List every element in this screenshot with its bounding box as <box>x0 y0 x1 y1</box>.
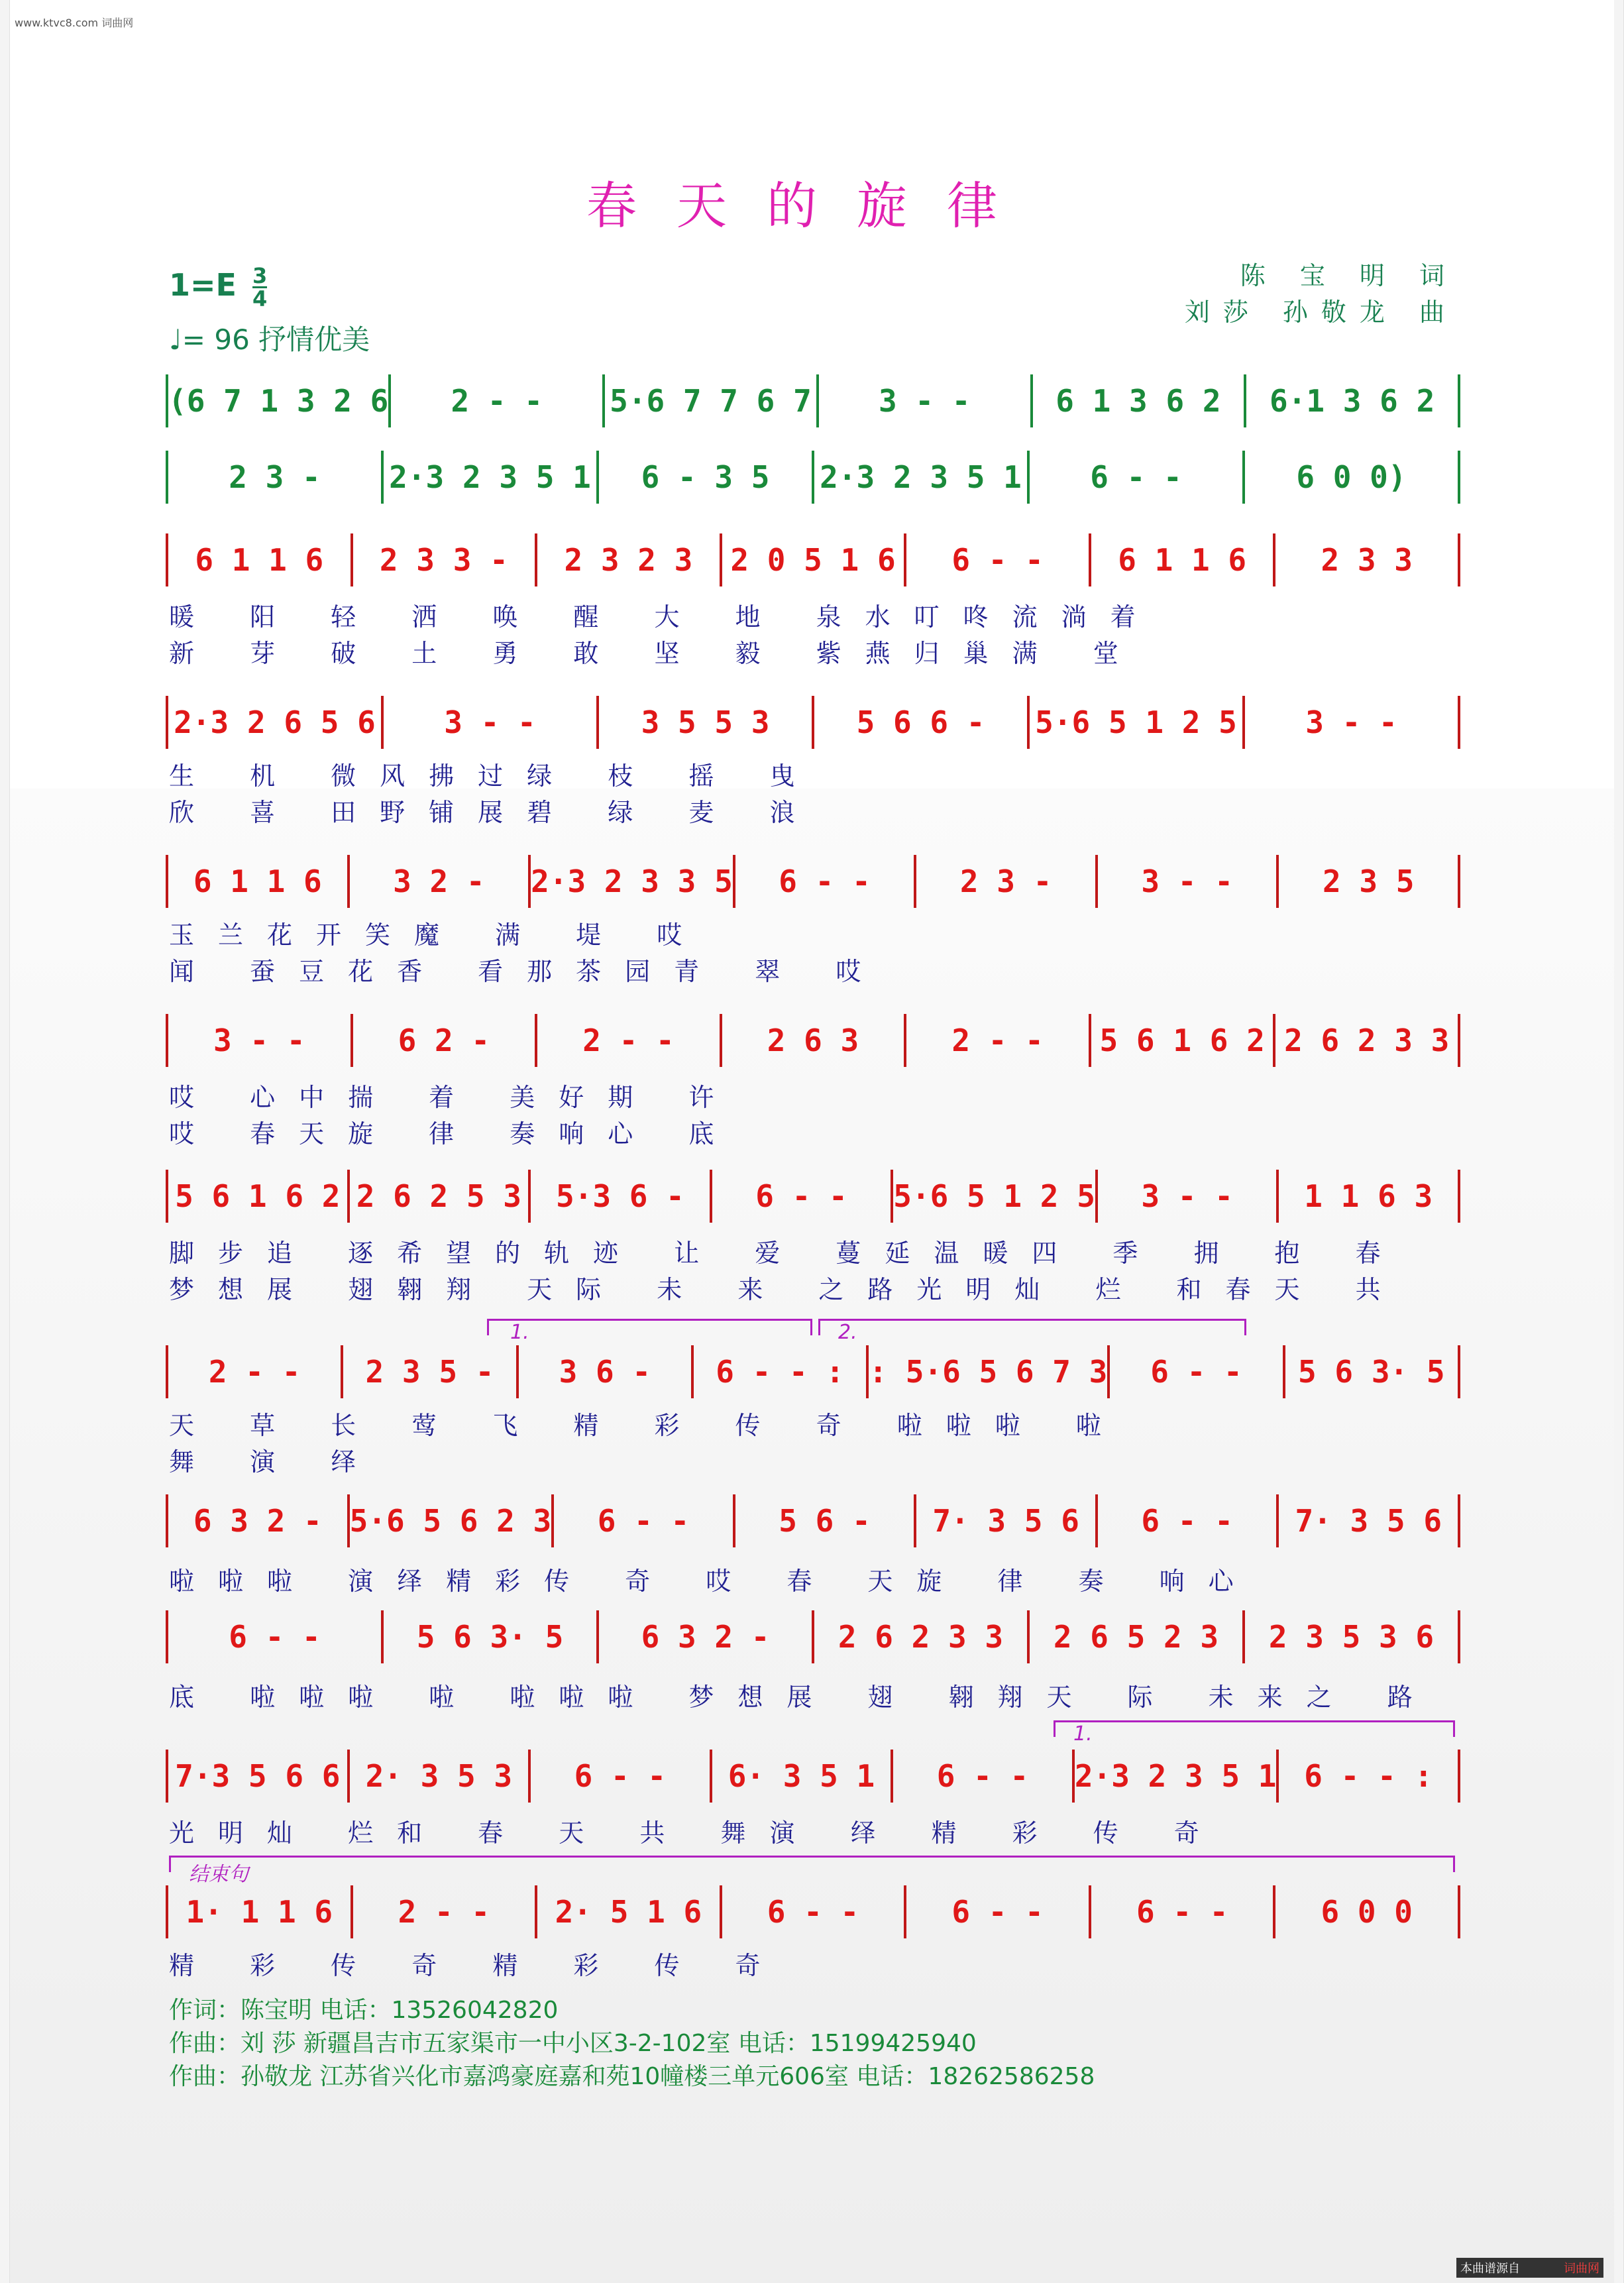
measure: 6 - - <box>893 1750 1075 1803</box>
lyric-line-verse-2: 新 芽 破 土 勇 敢 坚 毅 紫燕归巢满 堂 <box>169 639 1142 668</box>
measure: 6 3 2 - <box>599 1610 814 1663</box>
lyric-line-verse-2: 闻 蚕豆花香 看那茶园青 翠 哎 <box>169 957 885 986</box>
left-edge-strip <box>0 0 10 2283</box>
measure: 5·6 5 6 2 3 <box>350 1494 555 1547</box>
measure: 1 1 6 3 <box>1279 1170 1460 1223</box>
measure: 5 6 - <box>735 1494 917 1547</box>
source-stamp <box>1456 2258 1603 2278</box>
measure: 7·3 5 6 6 <box>168 1750 350 1803</box>
measure: 6 - - : <box>1279 1750 1460 1803</box>
measure: 3 - - <box>384 696 599 749</box>
notation-row <box>166 1750 1460 1803</box>
measure: (6 7 1 3 2 6 <box>168 374 391 427</box>
notation-row <box>166 374 1460 427</box>
lyric-line-verse-2: 欣 喜 田野铺展碧 绿 麦 浪 <box>169 798 819 827</box>
measure: 6 - - <box>1091 1885 1276 1938</box>
measure: 2 3 5 3 6 <box>1245 1610 1460 1663</box>
lyric-line-verse-2: 梦想展 翅翱翔 天际 未 来 之路光明灿 烂 和春天 共 <box>169 1275 1405 1304</box>
measure: 6 - - <box>1098 1494 1279 1547</box>
measure: 2 - - <box>168 1345 343 1398</box>
measure: 2 - - <box>391 374 605 427</box>
notation-row <box>166 1345 1460 1398</box>
measure: 3 - - <box>1098 1170 1279 1223</box>
lyricist-credit: 陈 宝 明 词 <box>1240 261 1458 290</box>
measure: 5 6 1 6 2 <box>1091 1014 1276 1067</box>
measure: 6 1 1 6 <box>168 533 353 586</box>
lyric-line-verse-1: 啦啦啦 演绎精彩传 奇 哎 春 天旋 律 奏 响心 <box>169 1567 1258 1596</box>
measure: 6 1 3 6 2 <box>1033 374 1247 427</box>
stamp-text: 本曲谱源自 <box>1460 2262 1520 2276</box>
measure: 2 3 3 <box>1275 533 1460 586</box>
measure: 2·3 2 3 5 1 <box>384 451 599 504</box>
measure: 6 - - <box>1030 451 1245 504</box>
footer-line-1: 作词：陈宝明 电话：13526042820 <box>169 1997 559 2024</box>
measure: 6 - - <box>906 1885 1091 1938</box>
measure: 3 - - <box>168 1014 353 1067</box>
right-edge-strip <box>1614 0 1624 2283</box>
notation-row <box>166 1885 1460 1938</box>
measure: 2 6 2 5 3 <box>350 1170 531 1223</box>
measure: 2·3 2 6 5 6 <box>168 696 384 749</box>
measure: 3 5 5 3 <box>599 696 814 749</box>
tempo-marking: ♩= 96 抒情优美 <box>169 323 370 356</box>
volta-bracket-1 <box>487 1319 812 1335</box>
measure: 6 - - <box>168 1610 384 1663</box>
measure: 2· 5 1 6 <box>537 1885 722 1938</box>
measure: 6· 3 5 1 <box>712 1750 894 1803</box>
time-denominator: 4 <box>252 286 268 311</box>
measure: 6 1 1 6 <box>168 855 350 908</box>
lyric-line-verse-1: 脚步追 逐希望的轨迹 让 爱 蔓延温暖四 季 拥 抱 春 <box>169 1239 1405 1268</box>
lyric-line-verse-1: 生 机 微风拂过绿 枝 摇 曳 <box>169 761 819 791</box>
measure: 3 - - <box>819 374 1033 427</box>
measure: 2 6 2 3 3 <box>814 1610 1030 1663</box>
measure: 2 3 5 <box>1279 855 1460 908</box>
lyric-line-verse-1: 天 草 长 莺 飞 精 彩 传 奇 啦啦啦 啦 <box>169 1411 1125 1440</box>
lyric-line-verse-1: 哎 心中揣 着 美好期 许 <box>169 1083 738 1112</box>
measure: 2 3 5 - <box>343 1345 518 1398</box>
measure: 2· 3 5 3 <box>350 1750 531 1803</box>
measure: 3 6 - <box>519 1345 694 1398</box>
measure: 6 2 - <box>353 1014 538 1067</box>
measure: 5·6 5 1 2 5 <box>893 1170 1098 1223</box>
notation-row <box>166 533 1460 586</box>
notation-row <box>166 1610 1460 1663</box>
measure: 6 - - <box>722 1885 907 1938</box>
measure: 7· 3 5 6 <box>1279 1494 1460 1547</box>
measure: 6 - - <box>712 1170 894 1223</box>
notation-row <box>166 1170 1460 1223</box>
measure: 3 2 - <box>350 855 531 908</box>
coda-label: 结束句 <box>189 1863 248 1886</box>
measure: 6 0 0) <box>1245 451 1460 504</box>
measure: 2 - - <box>537 1014 722 1067</box>
volta-label-3: 1. <box>1073 1722 1093 1746</box>
measure: 2 3 3 - <box>353 533 538 586</box>
lyric-line-verse-1: 精 彩 传 奇 精 彩 传 奇 <box>169 1951 785 1980</box>
measure: 2 0 5 1 6 <box>722 533 907 586</box>
lyric-line-verse-2: 舞 演 绎 <box>169 1447 380 1476</box>
coda-bracket <box>169 1856 1455 1872</box>
lyric-line-verse-2: 哎 春天旋 律 奏响心 底 <box>169 1119 738 1148</box>
notation-row <box>166 855 1460 908</box>
key-signature <box>169 265 267 309</box>
measure: 7· 3 5 6 <box>916 1494 1098 1547</box>
volta-label-2: 2. <box>838 1321 857 1344</box>
notation-row <box>166 451 1460 504</box>
notation-row <box>166 696 1460 749</box>
measure: 6 - - : <box>694 1345 869 1398</box>
measure: 1· 1 1 6 <box>168 1885 353 1938</box>
measure: 6 - 3 5 <box>599 451 814 504</box>
measure: 5 6 3· 5 <box>1285 1345 1460 1398</box>
footer-line-3: 作曲：孙敬龙 江苏省兴化市嘉鸿豪庭嘉和苑10幢楼三单元606室 电话：18262586258 <box>169 2063 1095 2090</box>
measure: 5·6 5 1 2 5 <box>1030 696 1245 749</box>
volta-label-1: 1. <box>510 1321 529 1344</box>
measure: 6 - - <box>554 1494 735 1547</box>
footer-line-2: 作曲：刘 莎 新疆昌吉市五家渠市一中小区3-2-102室 电话：15199425940 <box>169 2030 977 2057</box>
song-title: 春天的旋律 <box>586 176 1037 235</box>
measure: 6·1 3 6 2 <box>1246 374 1460 427</box>
measure: 6 1 1 6 <box>1091 533 1276 586</box>
composer-credit: 刘莎 孙敬龙 曲 <box>1184 298 1458 327</box>
measure: 2·3 2 3 5 1 <box>1075 1750 1279 1803</box>
measure: 6 - - <box>531 1750 712 1803</box>
time-signature <box>252 265 267 309</box>
measure: 2 3 2 3 <box>537 533 722 586</box>
measure: 6 - - <box>735 855 917 908</box>
measure: 5 6 3· 5 <box>384 1610 599 1663</box>
measure: 2·3 2 3 5 1 <box>814 451 1030 504</box>
notation-row <box>166 1014 1460 1067</box>
measure: 3 - - <box>1245 696 1460 749</box>
measure: 2 3 - <box>168 451 384 504</box>
measure: : 5·6 5 6 7 3 <box>869 1345 1110 1398</box>
volta-bracket-3 <box>1054 1720 1455 1737</box>
lyric-line-verse-1: 玉兰花开笑魔 满 堤 哎 <box>169 920 706 950</box>
measure: 3 - - <box>1098 855 1279 908</box>
measure: 5·3 6 - <box>531 1170 712 1223</box>
key-label: 1=E <box>169 267 237 303</box>
measure: 6 - - <box>906 533 1091 586</box>
measure: 2 6 2 3 3 <box>1275 1014 1460 1067</box>
volta-bracket-2 <box>818 1319 1246 1335</box>
measure: 5·6 7 7 6 7 <box>605 374 819 427</box>
measure: 2 6 3 <box>722 1014 907 1067</box>
measure: 2 - - <box>906 1014 1091 1067</box>
measure: 5 6 6 - <box>814 696 1030 749</box>
time-numerator: 3 <box>252 263 268 288</box>
site-watermark: www.ktvc8.com 词曲网 <box>15 17 134 29</box>
measure: 2·3 2 3 3 5 <box>531 855 735 908</box>
measure: 6 3 2 - <box>168 1494 350 1547</box>
measure: 6 0 0 <box>1275 1885 1460 1938</box>
measure: 2 3 - <box>916 855 1098 908</box>
lyric-line-verse-1: 底 啦啦啦 啦 啦啦啦 梦想展 翅 翱翔天 际 未来之 路 <box>169 1683 1436 1712</box>
measure: 2 - - <box>353 1885 538 1938</box>
measure: 6 - - <box>1110 1345 1285 1398</box>
notation-row <box>166 1494 1460 1547</box>
measure: 5 6 1 6 2 <box>168 1170 350 1223</box>
stamp-site: 词曲网 <box>1564 2262 1599 2276</box>
lyric-line-verse-1: 光明灿 烂和 春 天 共 舞演 绎 精 彩 传 奇 <box>169 1818 1223 1848</box>
measure: 2 6 5 2 3 <box>1030 1610 1245 1663</box>
lyric-line-verse-1: 暖 阳 轻 洒 唤 醒 大 地 泉水叮咚流淌着 <box>169 602 1160 632</box>
